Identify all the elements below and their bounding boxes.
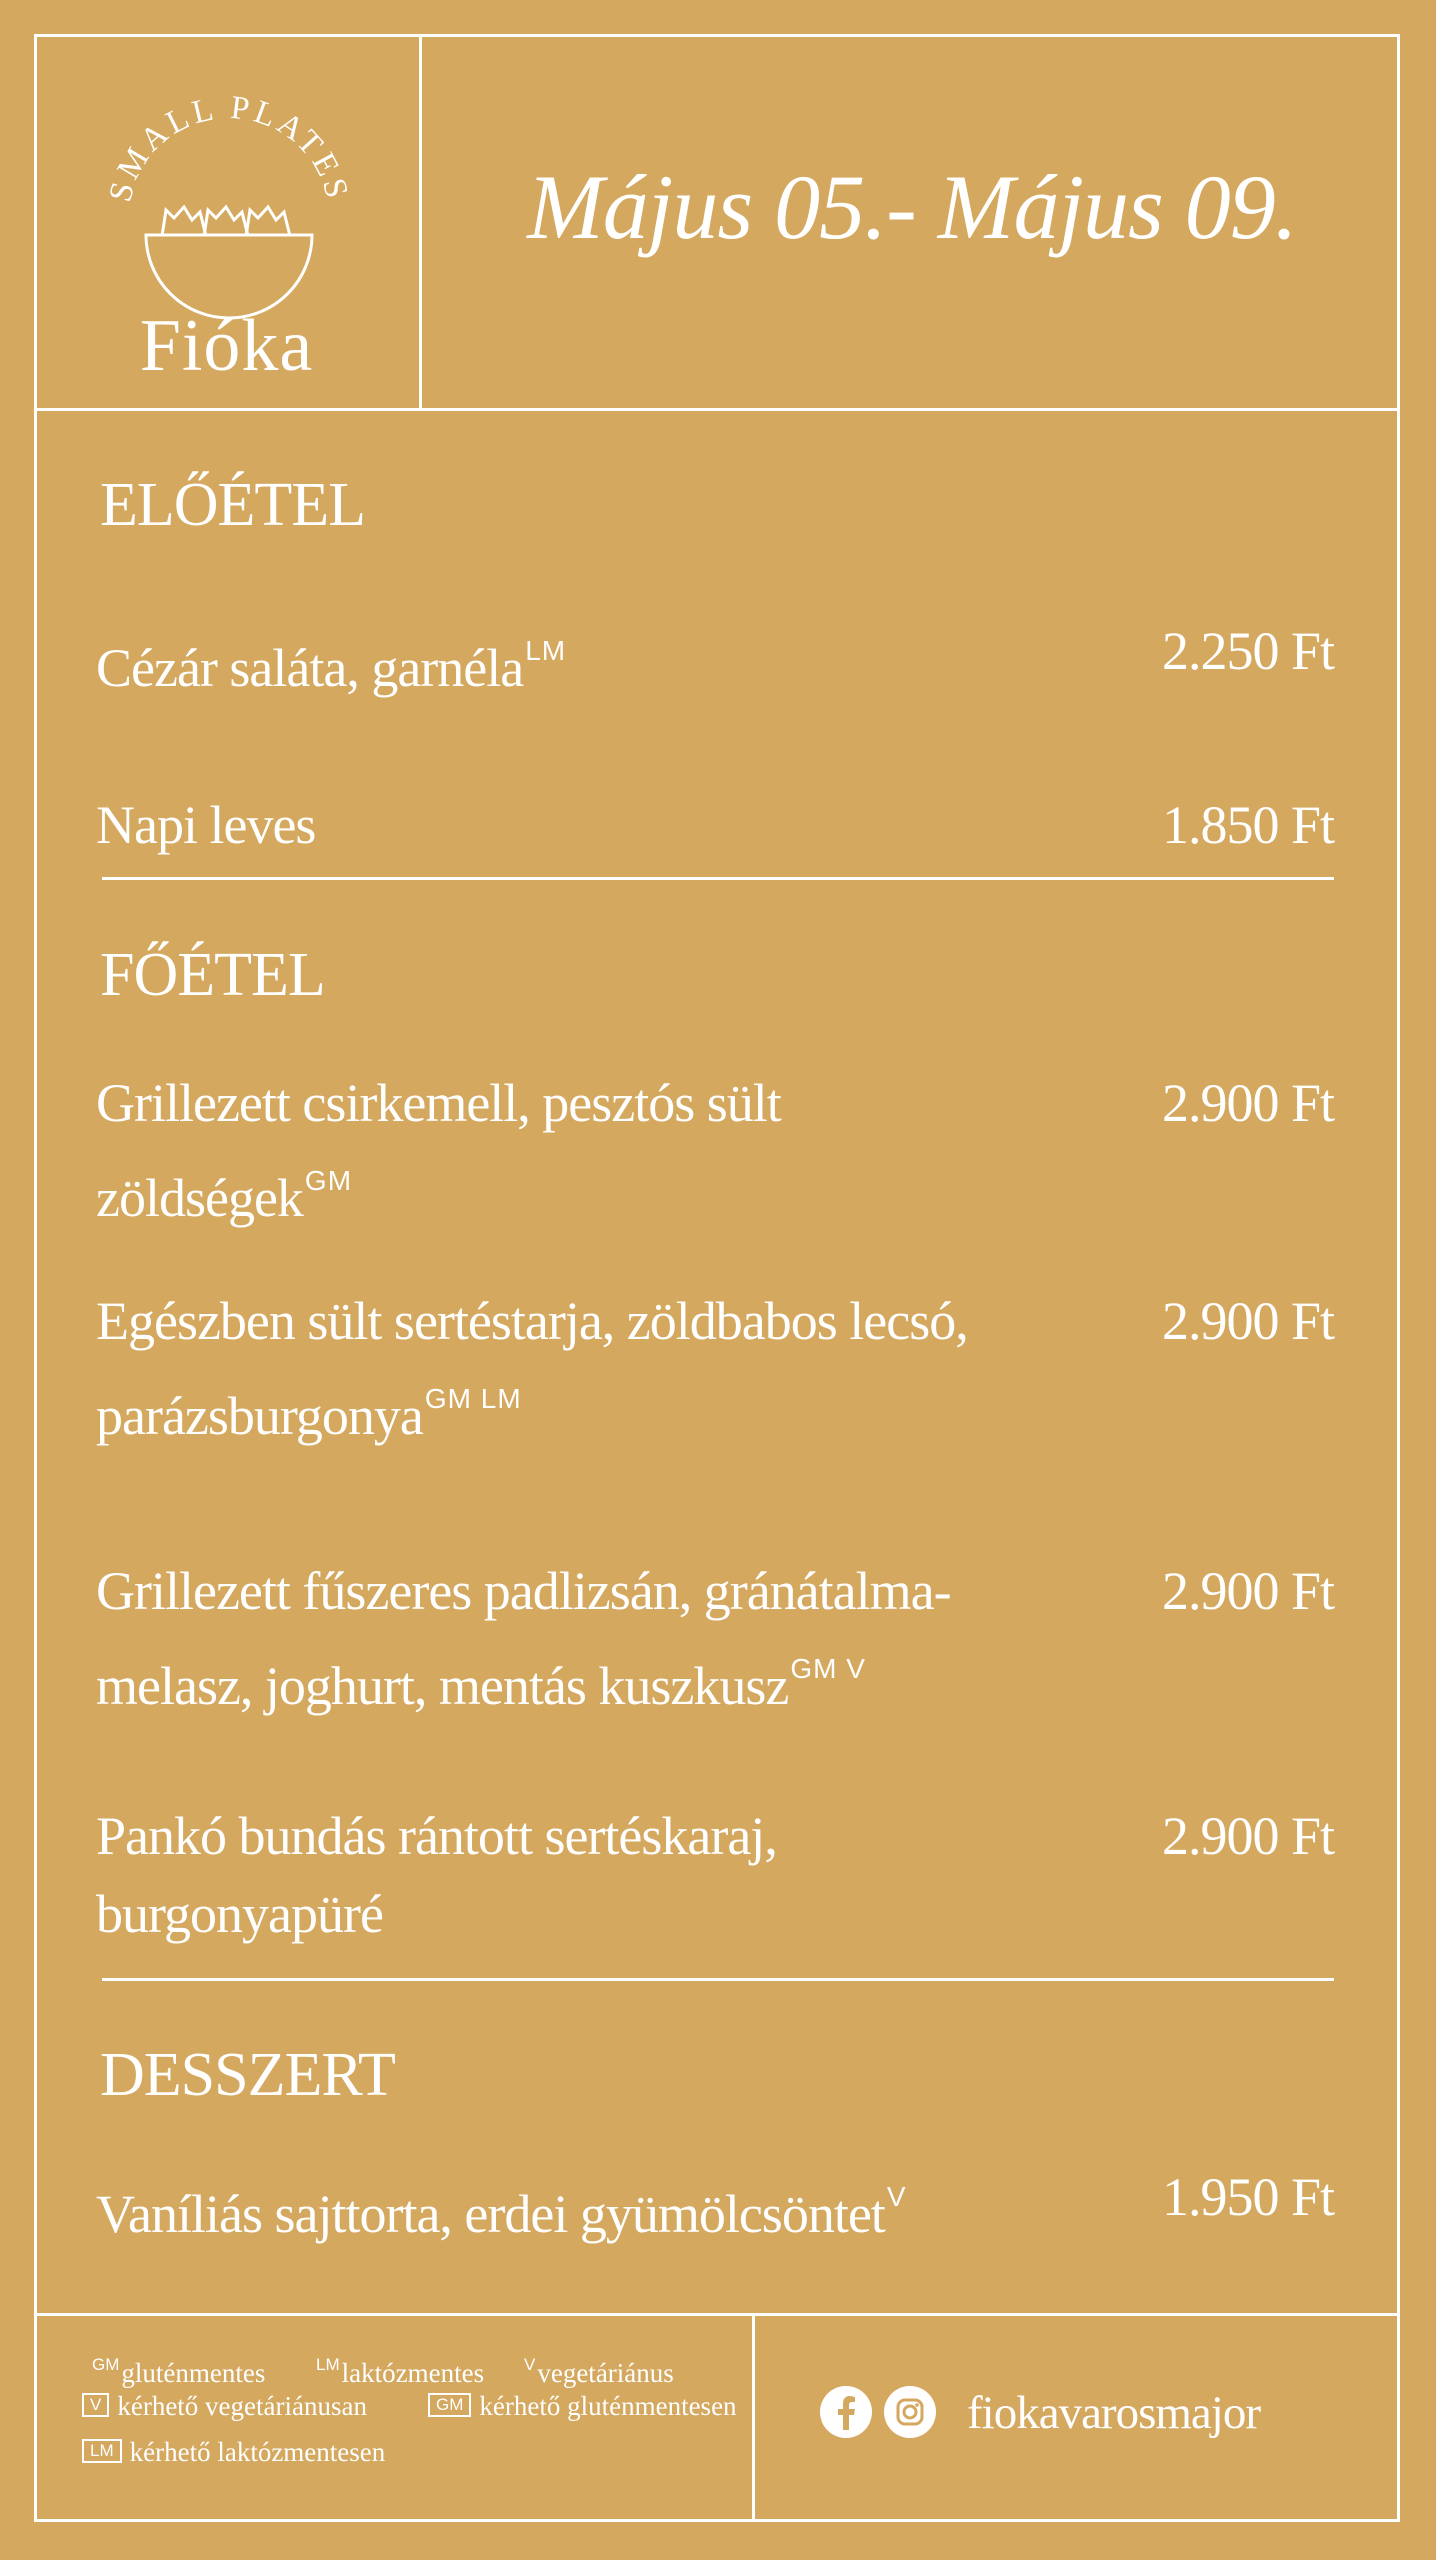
- diet-tags: GM V: [790, 1653, 866, 1684]
- menu-item-price: 2.900 Ft: [1161, 1291, 1334, 1351]
- section-title-main: FŐÉTEL: [100, 941, 325, 1009]
- footer-divider: [752, 2316, 755, 2522]
- section-divider: [102, 877, 1334, 880]
- menu-item-name: Vaníliás sajttorta, erdei gyümölcsöntet$^V$: [96, 2181, 907, 2244]
- diet-tags: LM: [525, 635, 567, 666]
- menu-item-name: Napi leves: [96, 795, 316, 855]
- menu-item-name: Egészben sült sertéstarja, zöldbabos lecsó, parázsburgonya$^{GM LM}$: [96, 1291, 968, 1446]
- menu-item-price: 1.850 Ft: [1161, 795, 1334, 855]
- legend-lactose-free: $^{LM}$laktózmentes: [316, 2355, 485, 2388]
- section-divider: [102, 1978, 1334, 1981]
- svg-text:SMALL PLATES: [102, 90, 355, 206]
- legend-vegetarian: $^V$vegetáriánus: [524, 2355, 674, 2388]
- logo-arc-text: SMALL PLATES: [102, 89, 356, 206]
- logo-block: [34, 34, 422, 408]
- diet-tags: V: [886, 2181, 907, 2212]
- menu-item-price: 1.950 Ft: [1161, 2167, 1334, 2227]
- menu-item-price: 2.900 Ft: [1161, 1561, 1334, 1621]
- section-title-dessert: DESSZERT: [100, 2041, 395, 2109]
- instagram-icon[interactable]: [884, 2386, 936, 2438]
- menu-item-name: Grillezett fűszeres padlizsán, gránátalma- melasz, joghurt, mentás kuszkusz$^{GM V}$: [96, 1561, 951, 1716]
- legend-lactose-free-on-request: LM kérhető laktózmentesen: [82, 2437, 385, 2467]
- menu-header: [34, 34, 1400, 411]
- social-handle[interactable]: fiokavarosmajor: [967, 2387, 1261, 2439]
- bowl-logo-icon: [84, 64, 374, 324]
- brand-name: Fióka: [139, 305, 314, 387]
- menu-item-price: 2.250 Ft: [1161, 621, 1334, 681]
- section-title-starter: ELŐÉTEL: [100, 471, 366, 539]
- diet-tags: GM: [304, 1165, 353, 1196]
- menu-item-price: 2.900 Ft: [1161, 1806, 1334, 1866]
- menu-item-name: Cézár saláta, garnéla$^{LM}$: [96, 635, 567, 698]
- legend-vegetarian-on-request: V kérhető vegetáriánusan: [82, 2391, 367, 2421]
- facebook-icon[interactable]: [820, 2386, 872, 2438]
- date-range: Május 05.- Május 09.: [527, 156, 1297, 258]
- legend-gluten-free-on-request: GM kérhető gluténmentesen: [428, 2391, 737, 2421]
- tag-box: GM: [428, 2393, 471, 2417]
- tag-box: LM: [82, 2439, 122, 2463]
- legend-gluten-free: $^{GM}$gluténmentes: [92, 2355, 266, 2388]
- menu-item-name: Grillezett csirkemell, pesztós sült zöldségek$^{GM}$: [96, 1073, 781, 1228]
- menu-item-name: Pankó bundás rántott sertéskaraj, burgonyapüré: [96, 1806, 777, 1944]
- tag-box: V: [82, 2393, 109, 2417]
- diet-tags: GM LM: [424, 1383, 522, 1414]
- menu-item-price: 2.900 Ft: [1161, 1073, 1334, 1133]
